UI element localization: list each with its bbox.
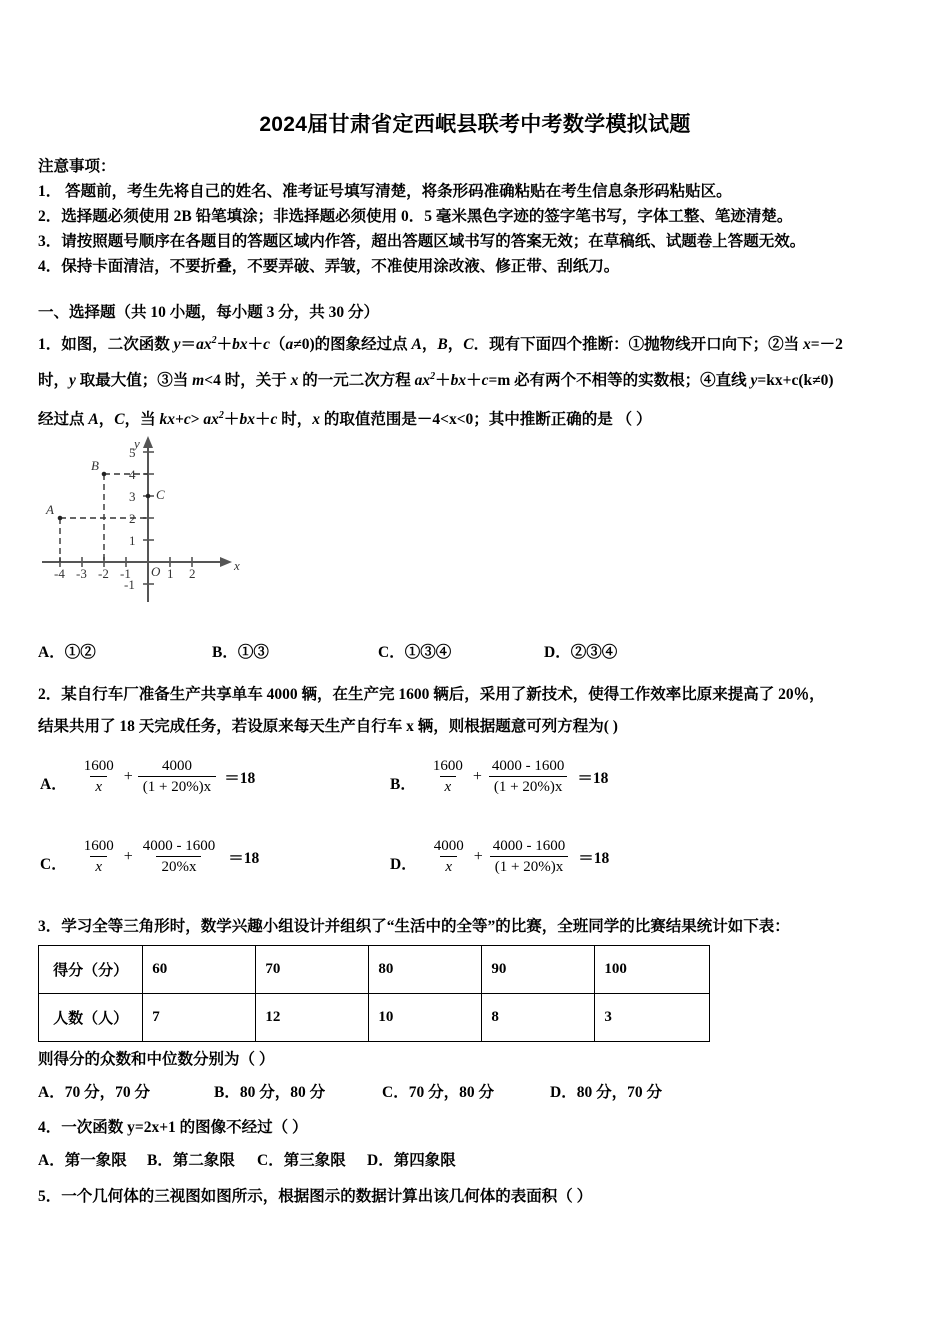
q2-option-c[interactable]: [40, 838, 259, 876]
q2b-t1-num: 1600: [432, 758, 463, 774]
point-A-label: A: [46, 502, 54, 517]
score-cell-5: 100: [595, 946, 710, 994]
q4-option-d[interactable]: D．第四象限: [367, 1152, 456, 1169]
question-1-line-2: 时，y 取最大值；③当 m<4 时，关于 x 的一元二次方程 $ax^2+bx+c=m$ 必有两个不相等的实数根；④直线 y=kx+c(k≠0): [38, 371, 834, 390]
q1-text-e: =－2: [810, 336, 843, 354]
point-B-label: B: [91, 458, 99, 473]
q3-option-d[interactable]: D．80 分，70 分: [550, 1084, 662, 1101]
notice-item-1: 1． 答题前，考生先将自己的姓名、准考证号填写清楚，将条形码准确粘贴在考生信息条形码粘贴区。: [38, 183, 732, 200]
q3-option-a[interactable]: A．70 分，70 分: [38, 1084, 150, 1101]
question-2-line-1: [38, 680, 922, 709]
question-4: [38, 1113, 922, 1142]
x-tick--4: -4: [54, 566, 65, 581]
q1-text-j: =m 必有两个不相等的实数根；④直线: [488, 372, 751, 390]
table-row-counts: [39, 994, 710, 1042]
q2c-t2-den: 20%x: [156, 856, 201, 876]
q2-option-d-term1: [429, 838, 469, 876]
q5-text-1: 一个几何体的三视图如图所示，根据图示的数据计算出该几何体的表面积（ ）: [61, 1188, 593, 1205]
question-1: [38, 326, 922, 437]
q2b-operator: +: [472, 768, 482, 785]
q2a-operator: +: [123, 768, 133, 785]
q2-option-a-label: A．: [40, 776, 67, 793]
q2-option-d-term2: [488, 838, 571, 876]
question-1-line-1: 1．如图，二次函数 $y=ax^2+bx+c(a\ne 0)$的图象经过点 A，B，C．现有下面四个推断：①抛物线开口向下；②当 x=－2: [38, 335, 843, 354]
question-5: [38, 1182, 922, 1211]
q1-text-c: ≠0)的图象经过点: [293, 336, 412, 354]
q3-text-1: 学习全等三角形时，数学兴趣小组设计并组织了“生活中的全等”的比赛，全班同学的比赛结果统计如下表：: [61, 918, 790, 935]
q2d-t2-den: (1 + 20%)x: [490, 856, 568, 876]
q4-option-c[interactable]: C．第三象限: [257, 1152, 346, 1169]
q2c-t1-den: x: [90, 856, 107, 876]
y-tick-1: 1: [129, 533, 136, 548]
x-tick-2: 2: [189, 566, 196, 581]
q2a-equals: ＝18: [224, 770, 256, 787]
question-5-line-1: [38, 1182, 922, 1211]
section-heading: 一、选择题（共 10 小题，每小题 3 分，共 30 分）: [38, 304, 380, 321]
question-3-prompt: 则得分的众数和中位数分别为（ ）: [38, 1051, 275, 1068]
q1-text-a: 如图，二次函数: [61, 336, 174, 354]
question-1-figure: [38, 430, 268, 610]
row-header-count: 人数（人）: [39, 994, 143, 1042]
q2-option-b-label: B．: [390, 776, 416, 793]
notice-item-2: 2．选择题必须使用 2B 铅笔填涂；非选择题必须使用 0．5 毫米黑色字迹的签字笔书写，字体工整、笔迹清楚。: [38, 208, 793, 225]
score-cell-4: 90: [482, 946, 595, 994]
q3-option-c[interactable]: C．70 分，80 分: [382, 1084, 494, 1101]
y-tick-5: 5: [129, 445, 136, 460]
q2-option-d-label: D．: [390, 856, 417, 873]
q2b-t1-den: x: [440, 776, 457, 796]
q2d-t1-den: x: [440, 856, 457, 876]
count-cell-5: 3: [595, 994, 710, 1042]
question-1-number: 1．: [38, 336, 62, 354]
q2c-t2-num: 4000 - 1600: [142, 838, 216, 854]
q2a-t2-num: 4000: [161, 758, 192, 774]
q2d-equals: ＝18: [578, 850, 610, 867]
q2b-t2-num: 4000 - 1600: [491, 758, 565, 774]
question-4-number: 4．: [38, 1119, 62, 1136]
q2-option-a-term2: [138, 758, 216, 796]
q2-option-a-term1: [79, 758, 119, 796]
question-4-line-1: [38, 1113, 922, 1142]
x-axis-label: x: [234, 558, 240, 573]
score-cell-1: 60: [143, 946, 256, 994]
count-cell-4: 8: [482, 994, 595, 1042]
question-5-number: 5．: [38, 1188, 62, 1205]
q1-text-i: 的一元二次方程: [298, 372, 415, 390]
q1-text-h: <4 时，关于: [204, 372, 291, 390]
q2b-equals: ＝18: [577, 770, 609, 787]
question-2-number: 2．: [38, 686, 62, 703]
q2b-t2-den: (1 + 20%)x: [489, 776, 567, 796]
table-row-scores: [39, 946, 710, 994]
count-cell-2: 12: [256, 994, 369, 1042]
notice-item-3: 3．请按照题号顺序在各题目的答题区域内作答，超出答题区域书写的答案无效；在草稿纸、试题卷上答题无效。: [38, 233, 806, 250]
q1-option-c[interactable]: C．①③④: [378, 644, 452, 661]
q3-option-b[interactable]: B．80 分，80 分: [214, 1084, 326, 1101]
q2-option-c-term1: [79, 838, 119, 876]
q2-option-c-term2: [138, 838, 221, 876]
q2-option-a[interactable]: [40, 758, 255, 796]
score-cell-2: 70: [256, 946, 369, 994]
q1-option-a[interactable]: A．①②: [38, 644, 96, 661]
x-tick--3: -3: [76, 566, 87, 581]
coordinate-plane-svg: [38, 430, 268, 610]
q2a-t1-den: x: [90, 776, 107, 796]
notice-block: [38, 155, 918, 279]
q1-text-k: =kx+c(k≠0): [757, 372, 834, 390]
count-cell-3: 10: [369, 994, 482, 1042]
q2-option-b-term2: [487, 758, 570, 796]
row-header-score: 得分（分）: [39, 946, 143, 994]
origin-label: O: [151, 564, 161, 579]
count-cell-1: 7: [143, 994, 256, 1042]
q2d-t2-num: 4000 - 1600: [492, 838, 566, 854]
x-tick-1: 1: [167, 566, 174, 581]
q2a-t2-den: (1 + 20%)x: [138, 776, 216, 796]
point-C-label: C: [156, 487, 165, 502]
q1-option-d[interactable]: D．②③④: [544, 644, 618, 661]
question-3-number: 3．: [38, 918, 62, 935]
q2c-t1-num: 1600: [83, 838, 114, 854]
q2d-t1-num: 4000: [433, 838, 464, 854]
score-statistics-table: [38, 945, 710, 1042]
q4-text-1: 一次函数 y=2x+1 的图像不经过（ ）: [61, 1119, 308, 1136]
y-tick-3: 3: [129, 489, 136, 504]
notice-item-4: 4．保持卡面清洁，不要折叠，不要弄破、弄皱，不准使用涂改液、修正带、刮纸刀。: [38, 258, 620, 275]
notice-heading: 注意事项：: [38, 158, 116, 175]
question-1-line-3: 经过点 A，C，当 $kx+c> ax^2+bx+c$ 时，x 的取值范围是－4<x<0；其中推断正确的是 （ ）: [38, 410, 652, 429]
question-3: [38, 912, 922, 941]
q2-option-b-term1: [428, 758, 468, 796]
y-axis-label: y: [134, 436, 140, 451]
q2d-operator: +: [473, 848, 483, 865]
question-3-line-1: [38, 912, 922, 941]
y-tick-4: 4: [129, 467, 136, 482]
q2-text-1: 某自行车厂准备生产共享单车 4000 辆，在生产完 1600 辆后，采用了新技术，使得工作效率比原来提高了 20％，: [61, 686, 825, 703]
q1-text-f: 时，: [38, 372, 70, 390]
point-A-marker: [58, 516, 63, 521]
question-3-prompt-wrap: [38, 1045, 922, 1074]
q1-text-m: ，当: [124, 411, 160, 429]
score-cell-3: 80: [369, 946, 482, 994]
point-B-marker: [102, 472, 107, 477]
q1-text-d: ．现有下面四个推断：①抛物线开口向下；②当: [473, 336, 803, 354]
q2-option-d[interactable]: [390, 838, 609, 876]
q1-text-o: 的取值范围是－4<x<0；其中推断正确的是 （ ）: [319, 411, 652, 429]
x-tick--2: -2: [98, 566, 109, 581]
q1-option-b[interactable]: B．①③: [212, 644, 269, 661]
point-C-marker: [146, 494, 151, 499]
question-2: [38, 680, 922, 744]
q2c-equals: ＝18: [228, 850, 260, 867]
q2-option-c-label: C．: [40, 856, 67, 873]
page-title: 2024届甘肃省定西岷县联考中考数学模拟试题: [259, 113, 691, 136]
q1-text-g: 取最大值；③当: [75, 372, 193, 390]
q2c-operator: +: [123, 848, 133, 865]
y-tick--1: -1: [124, 577, 135, 592]
y-tick-2: 2: [129, 511, 136, 526]
q2a-t1-num: 1600: [83, 758, 114, 774]
q2-option-b[interactable]: [390, 758, 608, 796]
q1-text-l: 经过点: [38, 411, 89, 429]
q4-option-b[interactable]: B．第二象限: [147, 1152, 235, 1169]
question-2-line-2: 结果共用了 18 天完成任务，若设原来每天生产自行车 x 辆，则根据题意可列方程为( ): [38, 718, 618, 735]
q1-text-n: 时，: [277, 411, 313, 429]
q1-text-b: （: [269, 336, 286, 354]
x-tick--1: -1: [120, 566, 131, 581]
q4-option-a[interactable]: A．第一象限: [38, 1152, 127, 1169]
